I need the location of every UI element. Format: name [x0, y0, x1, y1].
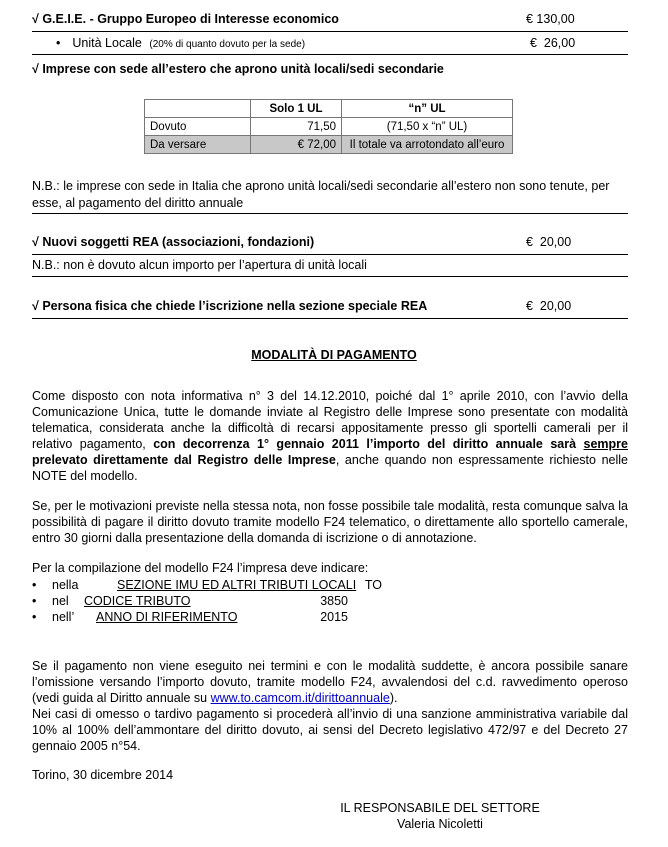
- divider: [32, 31, 628, 32]
- payment-paragraph-3: Se il pagamento non viene eseguito nei termini e con le modalità suddette, è ancora possibile sanare l’omissione versando l’importo dovuto, tramite modello F24, avvalendosi del c.d. ravvedimento operoso (vedi guida al Diritto annuale su www.to.camcom.it/dirittoannuale).: [32, 659, 628, 705]
- unita-locale-amount: € 26,00: [530, 36, 576, 50]
- nb-italia: N.B.: le imprese con sede in Italia che aprono unità locali/sedi secondarie all’estero non sono tenute, per esse, al pagamento del diritto annuale: [32, 179, 610, 210]
- f24-intro: Per la compilazione del modello F24 l’impresa deve indicare:: [32, 561, 369, 575]
- unita-locale-note: (20% di quanto dovuto per la sede): [149, 39, 306, 50]
- table-cell: Dovuto: [145, 118, 251, 136]
- table-cell: € 72,00: [251, 136, 342, 154]
- divider: [32, 213, 628, 214]
- ul-fee-table: [144, 99, 513, 154]
- list-item: • nel CODICE TRIBUTO 3850: [32, 593, 362, 609]
- signature-name: Valeria Nicoletti: [397, 817, 483, 831]
- unita-locale-label: Unità Locale: [72, 36, 142, 50]
- diritto-annuale-link[interactable]: www.to.camcom.it/dirittoannuale: [210, 691, 390, 705]
- geie-amount: € 130,00: [526, 12, 575, 26]
- table-row: [145, 136, 513, 154]
- table-header-cell: [145, 100, 251, 118]
- rea-label: √ Nuovi soggetti REA (associazioni, fondazioni): [32, 235, 315, 249]
- payment-paragraph-1: Come disposto con nota informativa n° 3 del 14.12.2010, poiché dal 1° aprile 2010, con l’avvio della Comunicazione Unica, tutte le domande inviate al Registro delle Imprese sono presentate con modalità telematica, considerata anche la difficoltà di recarsi appositamente presso gli sportelli camerali per il relativo pagamento, con decorrenza 1° gennaio 2011 l’importo del diritto annuale sarà sempre prelevato direttamente dal Registro delle Imprese, anche quando non espressamente richiesto nelle NOTE del modello.: [32, 389, 628, 483]
- table-cell: (71,50 x “n” UL): [342, 118, 513, 136]
- divider: [32, 276, 628, 277]
- imprese-estero-label: √ Imprese con sede all’estero che aprono unità locali/sedi secondarie: [32, 62, 444, 76]
- list-item: • nella SEZIONE IMU ED ALTRI TRIBUTI LOCALI TO: [32, 577, 362, 593]
- divider: [32, 254, 628, 255]
- table-cell: Il totale va arrotondato all’euro: [342, 136, 513, 154]
- table-cell: Da versare: [145, 136, 251, 154]
- unita-locale-row: • Unità Locale (20% di quanto dovuto per la sede): [56, 36, 306, 50]
- table-header-cell: Solo 1 UL: [251, 100, 342, 118]
- divider: [32, 318, 628, 319]
- persona-fisica-label: √ Persona fisica che chiede l’iscrizione nella sezione speciale REA: [32, 299, 428, 313]
- table-header-row: [145, 100, 513, 118]
- place-date: Torino, 30 dicembre 2014: [32, 768, 174, 782]
- signature-title: IL RESPONSABILE DEL SETTORE: [340, 801, 540, 815]
- rea-amount: € 20,00: [526, 235, 572, 249]
- geie-label: √ G.E.I.E. - Gruppo Europeo di Interesse economico: [32, 12, 339, 26]
- table-header-cell: “n” UL: [342, 100, 513, 118]
- rea-note: N.B.: non è dovuto alcun importo per l’apertura di unità locali: [32, 258, 367, 272]
- list-item: • nell’ ANNO DI RIFERIMENTO 2015: [32, 609, 362, 625]
- divider: [32, 54, 628, 55]
- persona-fisica-amount: € 20,00: [526, 299, 572, 313]
- table-cell: 71,50: [251, 118, 342, 136]
- f24-list: [32, 577, 382, 625]
- table-row: [145, 118, 513, 136]
- payment-title: MODALITÀ DI PAGAMENTO: [251, 348, 417, 362]
- payment-paragraph-2: Se, per le motivazioni previste nella stessa nota, non fosse possibile tale modalità, resta comunque salva la possibilità di pagare il diritto dovuto tramite modello F24 telematico, o direttamente allo sportello camerale, entro 30 giorni dalla presentazione della domanda di iscrizione o di annotazione.: [32, 499, 628, 545]
- payment-paragraph-4: Nei casi di omesso o tardivo pagamento si procederà all’invio di una sanzione amministrativa variabile dal 10% al 100% dell’ammontare del diritto dovuto, ai sensi del Decreto legislativo 472/97 e del Decreto 27 gennaio 2005 n°54.: [32, 707, 628, 753]
